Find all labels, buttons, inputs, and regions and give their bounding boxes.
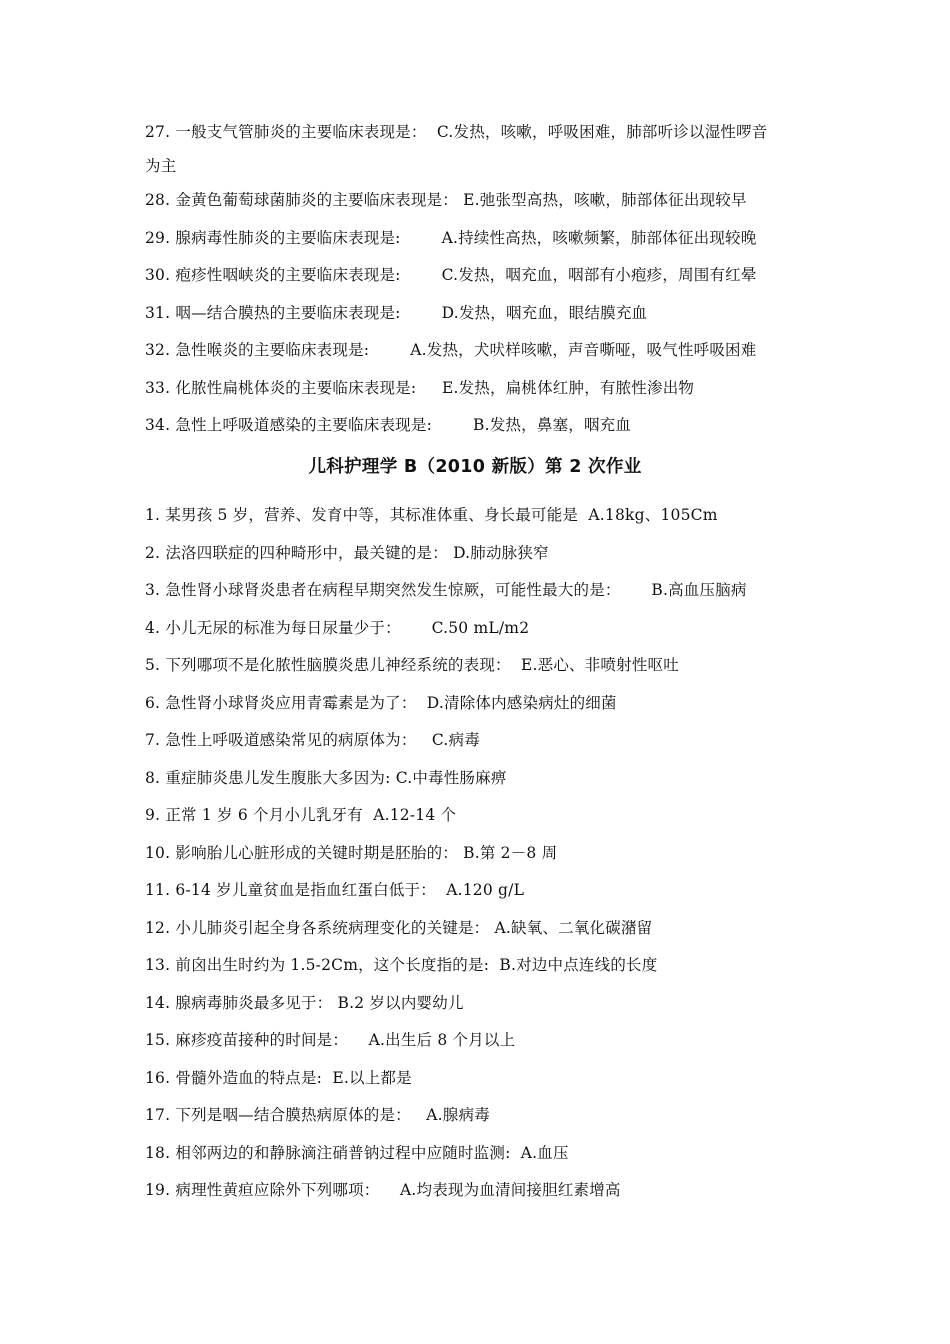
answer-text: A.持续性高热，咳嗽频繁，肺部体征出现较晚 <box>441 228 757 247</box>
answer-text: E.弛张型高热，咳嗽，肺部体征出现较早 <box>463 191 747 209</box>
spacer <box>489 956 499 974</box>
question-text: 32. 急性喉炎的主要临床表现是: <box>145 341 370 359</box>
spacer <box>621 581 652 599</box>
spacer <box>348 1031 369 1049</box>
spacer <box>417 731 432 749</box>
question-text: 17. 下列是咽—结合膜热病原体的是： <box>145 1106 411 1124</box>
question-text: 10. 影响胎儿心脏形成的关键时期是胚胎的： <box>145 843 458 862</box>
question-text: 9. 正常 1 岁 6 个月小儿乳牙有 <box>145 806 363 824</box>
answer-text: A.发热，犬吠样咳嗽，声音嘶哑，吸气性呼吸困难 <box>410 341 757 359</box>
spacer <box>432 416 473 434</box>
answer-text: E.以上都是 <box>332 1068 412 1087</box>
answer-text: B.高血压脑病 <box>651 581 747 599</box>
list-item <box>145 797 825 835</box>
answer-text: B.对边中点连线的长度 <box>499 956 658 974</box>
list-item-continuation <box>145 150 825 182</box>
list-item <box>145 760 825 798</box>
question-text: 33. 化脓性扁桃体炎的主要临床表现是: <box>145 378 417 397</box>
question-text: 3. 急性肾小球肾炎患者在病程早期突然发生惊厥，可能性最大的是： <box>145 581 621 599</box>
section-heading: 儿科护理学 B（2010 新版）第 2 次作业 <box>308 457 642 477</box>
list-item <box>145 722 825 760</box>
spacer <box>511 656 521 674</box>
question-text: 16. 骨髓外造血的特点是: <box>145 1068 323 1087</box>
question-text: 7. 急性上呼吸道感染常见的病原体为： <box>145 731 417 749</box>
answer-text: A.血压 <box>520 1143 569 1162</box>
list-item <box>145 115 825 150</box>
question-text: 18. 相邻两边的和静脉滴注硝普钠过程中应随时监测: <box>145 1143 511 1162</box>
spacer <box>401 304 442 322</box>
question-text: 6. 急性肾小球肾炎应用青霉素是为了： <box>145 693 417 712</box>
answer-text: E.发热，扁桃体红肿，有脓性渗出物 <box>441 378 695 397</box>
list-item <box>145 1172 825 1210</box>
list-item <box>145 647 825 685</box>
spacer <box>401 266 442 284</box>
spacer <box>401 229 442 247</box>
question-text: 29. 腺病毒性肺炎的主要临床表现是: <box>145 228 401 247</box>
list-item <box>145 407 825 445</box>
question-text: 12. 小儿肺炎引起全身各系统病理变化的关键是： <box>145 918 490 937</box>
answer-text: D.清除体内感染病灶的细菌 <box>426 693 617 712</box>
answer-text: C.50 mL/m2 <box>431 618 530 637</box>
list-item <box>145 610 825 648</box>
spacer <box>578 506 588 524</box>
answer-text: A.缺氧、二氧化碳潴留 <box>494 918 653 937</box>
list-item <box>145 182 825 220</box>
spacer <box>436 881 446 899</box>
question-text: 8. 重症肺炎患儿发生腹胀大多因为: <box>145 768 391 787</box>
list-item <box>145 985 825 1023</box>
list-item <box>145 835 825 873</box>
list-item <box>145 685 825 723</box>
question-list-top <box>145 115 825 445</box>
spacer <box>511 1144 521 1162</box>
answer-text: C.发热，咽充血，咽部有小疱疹，周围有红晕 <box>441 266 757 284</box>
answer-text: A.18kg、105Cm <box>588 506 718 524</box>
answer-text: C.病毒 <box>431 731 480 749</box>
answer-text: D.发热，咽充血，眼结膜充血 <box>441 303 648 322</box>
question-text: 14. 腺病毒肺炎最多见于： <box>145 993 333 1012</box>
list-item <box>145 572 825 610</box>
answer-text: B.2 岁以内婴幼儿 <box>337 993 464 1012</box>
question-text: 30. 疱疹性咽峡炎的主要临床表现是: <box>145 266 401 284</box>
spacer <box>401 619 432 637</box>
question-text: 2. 法洛四联症的四种畸形中，最关键的是： <box>145 543 448 562</box>
answer-text: B.第 2－8 周 <box>463 843 558 862</box>
spacer <box>427 123 437 141</box>
answer-text: E.恶心、非喷射性呕吐 <box>520 656 679 674</box>
spacer <box>369 341 410 359</box>
list-item <box>145 947 825 985</box>
answer-text: A.12-14 个 <box>373 806 457 824</box>
question-text: 34. 急性上呼吸道感染的主要临床表现是: <box>145 416 433 434</box>
list-item <box>145 1097 825 1135</box>
answer-text: C.中毒性肠麻痹 <box>395 768 507 787</box>
answer-text: A.出生后 8 个月以上 <box>368 1031 516 1049</box>
spacer <box>417 694 427 712</box>
list-item <box>145 370 825 408</box>
spacer <box>411 1106 426 1124</box>
list-item <box>145 497 825 535</box>
answer-text: C.发热，咳嗽，呼吸困难，肺部听诊以湿性啰音 <box>436 123 768 141</box>
list-item <box>145 1022 825 1060</box>
list-item <box>145 295 825 333</box>
answer-text: D.肺动脉狭窄 <box>453 543 549 562</box>
list-item <box>145 872 825 910</box>
spacer <box>322 1069 332 1087</box>
question-text: 19. 病理性黄疸应除外下列哪项： <box>145 1181 380 1199</box>
answer-text: A.腺病毒 <box>426 1106 490 1124</box>
answer-text: B.发热，鼻塞，咽充血 <box>473 416 632 434</box>
list-item <box>145 220 825 258</box>
question-text: 28. 金黄色葡萄球菌肺炎的主要临床表现是： <box>145 191 458 209</box>
question-text: 31. 咽—结合膜热的主要临床表现是: <box>145 303 401 322</box>
list-item <box>145 332 825 370</box>
question-text: 15. 麻疹疫苗接种的时间是： <box>145 1031 349 1049</box>
list-item <box>145 535 825 573</box>
list-item <box>145 910 825 948</box>
question-text: 11. 6-14 岁儿童贫血是指血红蛋白低于： <box>145 881 436 899</box>
spacer <box>363 806 373 824</box>
question-text: 1. 某男孩 5 岁，营养、发育中等，其标准体重、身长最可能是 <box>145 506 579 524</box>
list-item <box>145 257 825 295</box>
list-item <box>145 1060 825 1098</box>
spacer <box>379 1181 400 1199</box>
answer-text: A.120 g/L <box>446 881 525 899</box>
question-text: 13. 前囟出生时约为 1.5-2Cm，这个长度指的是: <box>145 956 490 974</box>
list-item <box>145 1135 825 1173</box>
question-text: 27. 一般支气管肺炎的主要临床表现是： <box>145 123 427 141</box>
answer-text-continuation: 为主 <box>145 157 177 175</box>
spacer <box>416 379 442 397</box>
answer-text: A.均表现为血清间接胆红素增高 <box>400 1181 621 1199</box>
question-text: 5. 下列哪项不是化脓性脑膜炎患儿神经系统的表现： <box>145 656 511 674</box>
question-list <box>145 497 825 1210</box>
question-text: 4. 小儿无尿的标准为每日尿量少于： <box>145 618 401 637</box>
